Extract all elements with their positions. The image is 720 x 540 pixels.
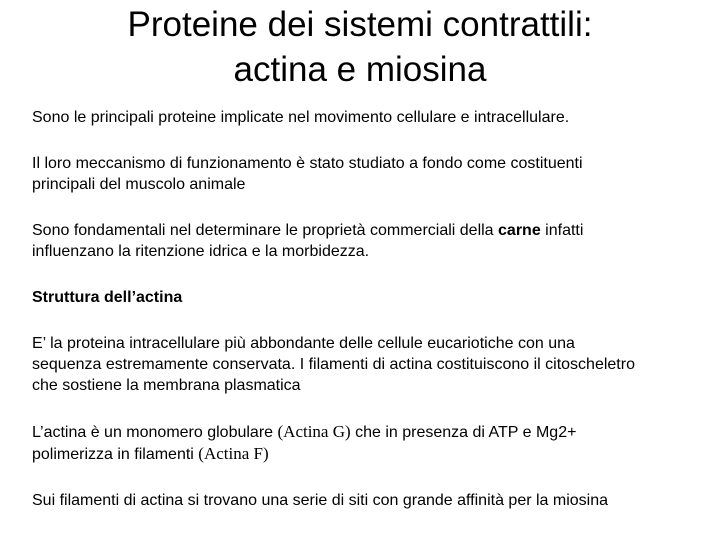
section-heading-actin-structure: Struttura dell’actina xyxy=(32,289,183,306)
paragraph-myosin-sites-line: Sui filamenti di actina si trovano una serie di siti con grande affinità per la miosina xyxy=(32,492,609,509)
paragraph-meat xyxy=(32,220,716,262)
paragraph-actin-abundance xyxy=(32,333,716,396)
paragraph-myosin-sites xyxy=(32,490,716,511)
paragraph-actin-polymerization-text-b: che in presenza di ATP e Mg2+ xyxy=(350,424,577,441)
paragraph-actin-polymerization-text-c: polimerizza in filamenti xyxy=(32,446,199,463)
paragraph-actin-abundance-line-1: E’ la proteina intracellulare più abbondante delle cellule eucariotiche con una xyxy=(32,335,575,352)
paragraph-actin-polymerization-line-2 xyxy=(32,443,716,465)
paragraph-meat-text-b: infatti xyxy=(540,222,584,239)
paragraph-intro xyxy=(32,107,716,128)
paragraph-actin-polymerization-line-1 xyxy=(32,421,716,443)
paragraph-actin-polymerization xyxy=(32,421,716,465)
actin-g-label: (Actina G) xyxy=(277,422,351,441)
paragraph-actin-abundance-line-3: che sostiene la membrana plasmatica xyxy=(32,377,301,394)
paragraph-intro-line: Sono le principali proteine implicate nel movimento cellulare e intracellulare. xyxy=(32,109,570,126)
paragraph-mechanism-line-2: principali del muscolo animale xyxy=(32,176,246,193)
slide-body xyxy=(32,107,716,536)
paragraph-mechanism-line-1: Il loro meccanismo di funzionamento è stato studiato a fondo come costituenti xyxy=(32,155,583,172)
slide-title-line-2: actina e miosina xyxy=(233,50,487,89)
slide-title xyxy=(0,2,720,92)
paragraph-meat-text-a: Sono fondamentali nel determinare le proprietà commerciali della xyxy=(32,222,499,239)
paragraph-actin-abundance-line-2: sequenza estremamente conservata. I filamenti di actina costituiscono il citoscheletro xyxy=(32,356,635,373)
paragraph-meat-bold-word: carne xyxy=(498,222,541,239)
slide-title-line-1: Proteine dei sistemi contrattili: xyxy=(127,5,593,44)
paragraph-mechanism xyxy=(32,153,716,195)
paragraph-meat-line-2: influenzano la ritenzione idrica e la morbidezza. xyxy=(32,243,370,260)
paragraph-actin-polymerization-text-a: L’actina è un monomero globulare xyxy=(32,424,278,441)
actin-f-label: (Actina F) xyxy=(198,444,269,463)
paragraph-meat-line-1 xyxy=(32,220,716,241)
